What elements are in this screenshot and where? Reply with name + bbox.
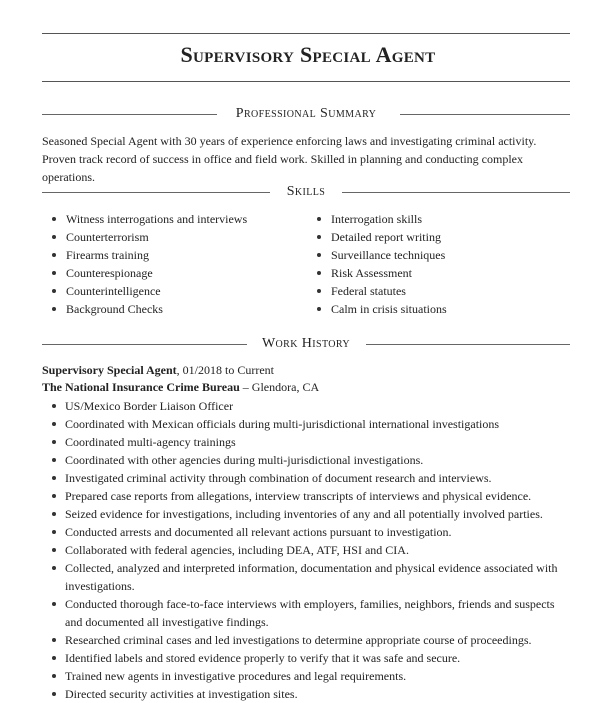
skill-item: Background Checks: [48, 300, 308, 318]
skill-item: Interrogation skills: [313, 210, 570, 228]
duty-item: Prepared case reports from allegations, interview transcripts of interviews and physical evidence.: [48, 487, 570, 505]
skill-item: Calm in crisis situations: [313, 300, 570, 318]
job-title-line: [42, 362, 274, 379]
duty-item: Coordinated with Mexican officials during multi-jurisdictional international investigations: [48, 415, 570, 433]
duty-item: Trained new agents in investigative procedures and legal requirements.: [48, 667, 570, 685]
heading-line-right: [400, 114, 570, 115]
duty-item: Collected, analyzed and interpreted information, documentation and physical evidence associated with investigations.: [48, 559, 570, 595]
summary-text: Seasoned Special Agent with 30 years of experience enforcing laws and investigating criminal activity. Proven track record of success in office and field work. Skilled in planning and conducting complex operations.: [42, 134, 537, 184]
skill-item: Counterterrorism: [48, 228, 308, 246]
duty-item: Seized evidence for investigations, including inventories of any and all potentially involved parties.: [48, 505, 570, 523]
duty-item: Investigated criminal activity through combination of document research and interviews.: [48, 469, 570, 487]
work-heading-row: [42, 336, 570, 352]
employer-name: The National Insurance Crime Bureau: [42, 380, 240, 394]
duty-item: Identified labels and stored evidence properly to verify that it was safe and secure.: [48, 649, 570, 667]
skill-item: Witness interrogations and interviews: [48, 210, 308, 228]
duty-item: Collaborated with federal agencies, including DEA, ATF, HSI and CIA.: [48, 541, 570, 559]
duty-item: Coordinated with other agencies during multi-jurisdictional investigations.: [48, 451, 570, 469]
skill-item: Counterintelligence: [48, 282, 308, 300]
duty-item: Coordinated multi-agency trainings: [48, 433, 570, 451]
work-heading: Work History: [261, 336, 351, 351]
job-dates: , 01/2018 to Current: [176, 363, 274, 377]
employer-location: – Glendora, CA: [239, 380, 320, 394]
duty-item: Researched criminal cases and led investigations to determine appropriate course of proceedings.: [48, 631, 570, 649]
heading-line-right: [342, 192, 570, 193]
employer-line: [42, 379, 319, 396]
skills-heading: Skills: [286, 184, 326, 199]
duty-item: Directed security activities at investigation sites.: [48, 685, 570, 703]
skill-item: Counterespionage: [48, 264, 308, 282]
duties-list: [48, 397, 570, 703]
skills-list-right: [313, 210, 570, 318]
skill-item: Surveillance techniques: [313, 246, 570, 264]
skill-item: Federal statutes: [313, 282, 570, 300]
duty-item: US/Mexico Border Liaison Officer: [48, 397, 570, 415]
skills-list-left: [48, 210, 308, 318]
job-title: Supervisory Special Agent: [42, 363, 177, 377]
header-bottom-rule: [42, 81, 570, 82]
heading-line-right: [366, 344, 570, 345]
skill-item: Firearms training: [48, 246, 308, 264]
summary-heading: Professional Summary: [235, 106, 377, 121]
skills-heading-row: [42, 184, 570, 200]
top-rule: [42, 33, 570, 34]
candidate-name: Supervisory Special Agent: [180, 42, 436, 67]
skill-item: Risk Assessment: [313, 264, 570, 282]
duty-item: Conducted arrests and documented all relevant actions pursuant to investigation.: [48, 523, 570, 541]
skill-item: Detailed report writing: [313, 228, 570, 246]
summary-heading-row: [42, 106, 570, 122]
duty-item: Conducted thorough face-to-face interviews with employers, families, neighbors, friends and suspects and documented all investigative findings.: [48, 595, 570, 631]
